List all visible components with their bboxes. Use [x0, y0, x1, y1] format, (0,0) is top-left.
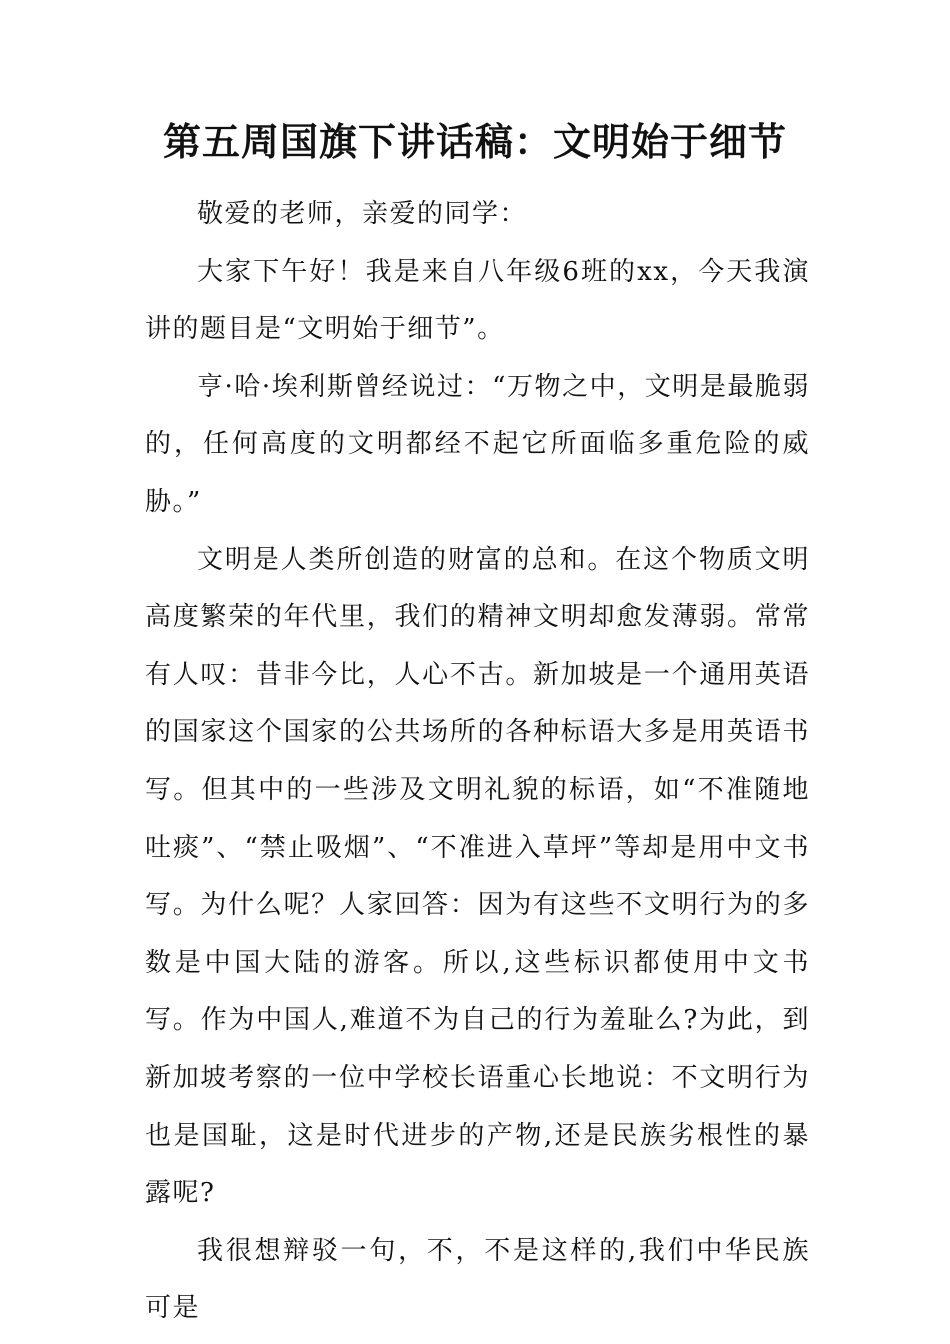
document-title: 第五周国旗下讲话稿：文明始于细节 — [162, 119, 787, 164]
paragraph-intro: 大家下午好！我是来自八年级6班的xx，今天我演讲的题目是“文明始于细节”。 — [145, 256, 810, 345]
paragraph-greeting: 敬爱的老师，亲爱的同学： — [197, 199, 528, 229]
document-body — [145, 186, 810, 1338]
paragraph-quote: 亨·哈·埃利斯曾经说过：“万物之中，文明是最脆弱的，任何高度的文明都经不起它所面临多重危险的威胁。” — [145, 371, 810, 517]
paragraph-main: 文明是人类所创造的财富的总和。在这个物质文明高度繁荣的年代里，我们的精神文明却愈发薄弱。常常有人叹：昔非今比，人心不古。新加坡是一个通用英语的国家这个国家的公共场所的各种标语大多是用英语书写。但其中的一些涉及文明礼貌的标语，如“不准随地吐痰”、“禁止吸烟”、“不准进入草坪”等却是用中文书写。为什么呢？人家回答：因为有这些不文明行为的多数是中国大陆的游客。所以,这些标识都使用中文书写。作为中国人,难道不为自己的行为羞耻么?为此，到新加坡考察的一位中学校长语重心长地说：不文明行为也是国耻，这是时代进步的产物,还是民族劣根性的暴露呢? — [145, 544, 810, 1209]
paragraph-rebuttal: 我很想辩驳一句，不，不是这样的,我们中华民族可是 — [145, 1235, 810, 1324]
